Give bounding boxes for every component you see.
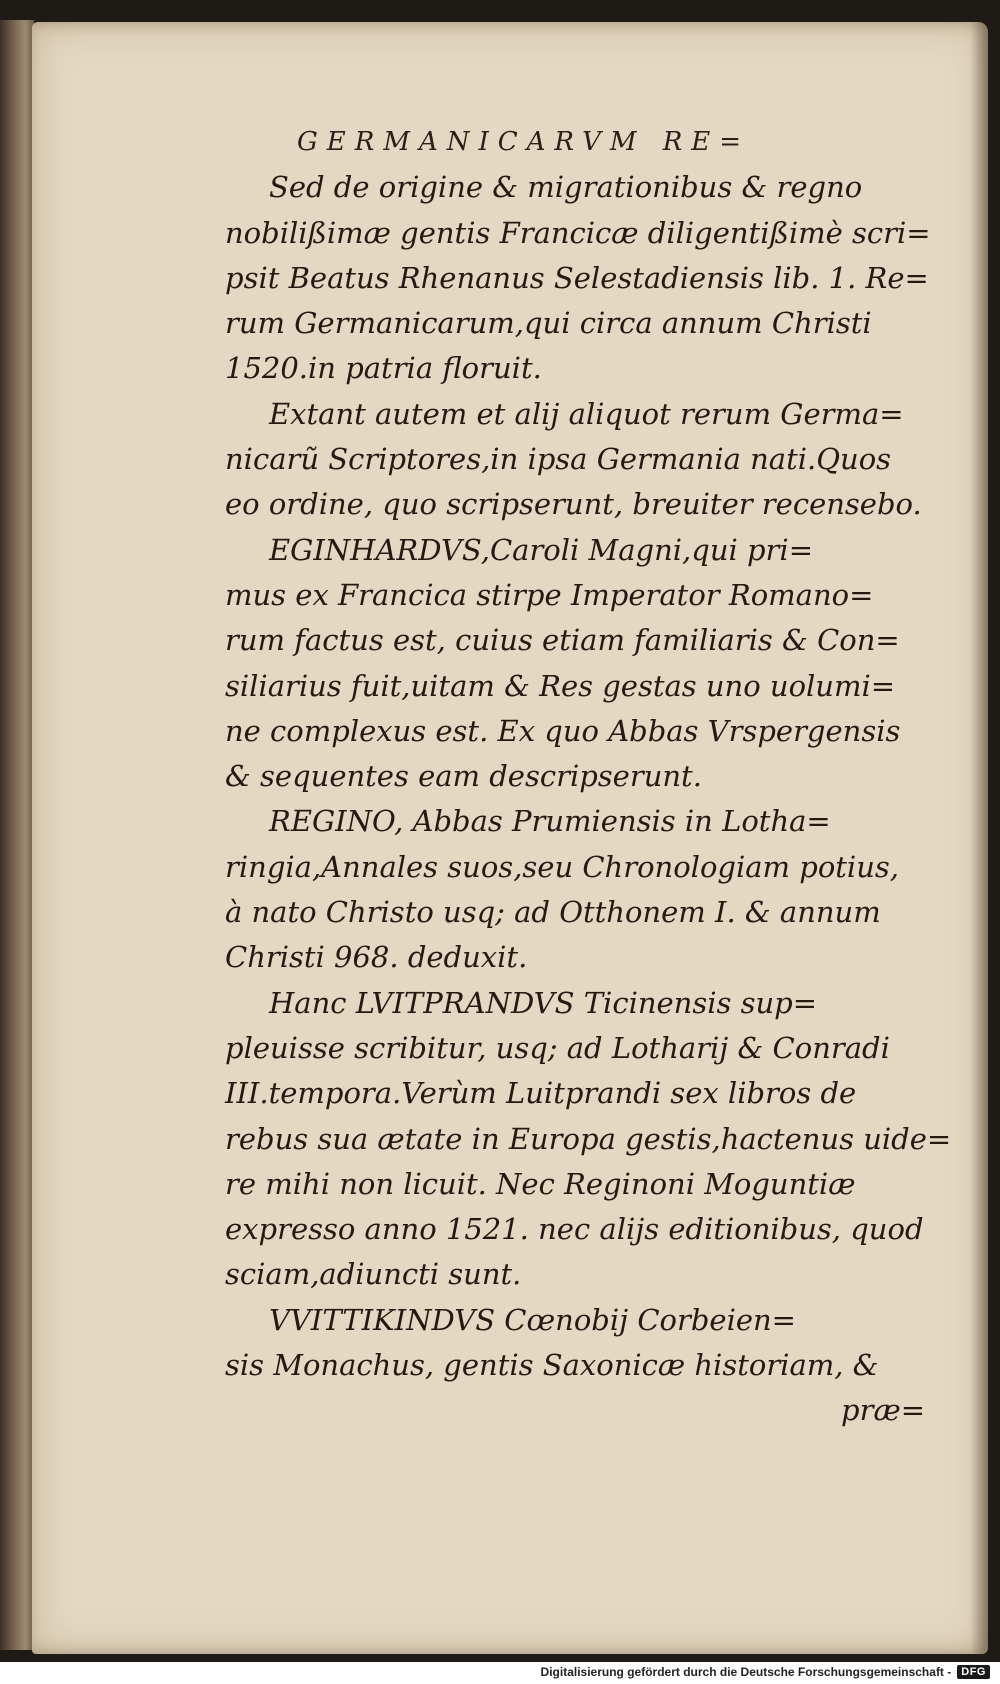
- text-line: rum factus est, cuius etiam familiaris & Con=: [225, 623, 900, 658]
- digitization-credit: [541, 1662, 990, 1682]
- text-line: Extant autem et alij aliquot rerum Germa=: [269, 396, 904, 431]
- text-line: EGINHARDVS,Caroli Magni,qui pri=: [269, 532, 813, 567]
- text-line: à nato Christo usq; ad Otthonem I. & annum: [225, 895, 881, 930]
- text-line: re mihi non licuit. Nec Reginoni Moguntiæ: [225, 1166, 856, 1201]
- text-line: ne complexus est. Ex quo Abbas Vrspergensis: [225, 713, 901, 748]
- text-line: III.tempora.Verùm Luitprandi sex libros de: [225, 1076, 857, 1111]
- page-text: [225, 120, 952, 1434]
- text-line: VVITTIKINDVS Cœnobij Corbeien=: [269, 1302, 796, 1337]
- text-line: sciam,adiuncti sunt.: [225, 1257, 522, 1292]
- dfg-logo: DFG: [957, 1665, 990, 1679]
- running-head: GERMANICARVM RE=: [297, 127, 751, 157]
- text-line: sis Monachus, gentis Saxonicæ historiam, &: [225, 1348, 879, 1383]
- text-line: nicarũ Scriptores,in ipsa Germania nati.Quos: [225, 442, 892, 477]
- text-line: mus ex Francica stirpe Imperator Romano=: [225, 577, 874, 612]
- book-spine: [0, 20, 34, 1650]
- text-line: REGINO, Abbas Prumiensis in Lotha=: [269, 804, 831, 839]
- text-line: eo ordine, quo scripserunt, breuiter recensebo.: [225, 487, 922, 522]
- catchword: præ=: [841, 1393, 925, 1428]
- credit-text: Digitalisierung gefördert durch die Deutsche Forschungsgemeinschaft -: [540, 1665, 952, 1679]
- text-line: nobilißimæ gentis Francicæ diligentißimè scri=: [225, 215, 931, 250]
- text-line: ringia,Annales suos,seu Chronologiam potius,: [225, 849, 899, 884]
- text-line: rum Germanicarum,qui circa annum Christi: [225, 306, 872, 341]
- text-line: Christi 968. deduxit.: [225, 940, 528, 975]
- text-line: & sequentes eam descripserunt.: [225, 759, 702, 794]
- page-edge-shadow: [970, 22, 988, 1654]
- text-line: expresso anno 1521. nec alijs editionibus, quod: [225, 1212, 924, 1247]
- text-line: Hanc LVITPRANDVS Ticinensis sup=: [269, 985, 818, 1020]
- text-line: siliarius fuit,uitam & Res gestas uno uolumi=: [225, 668, 896, 703]
- text-line: 1520.in patria floruit.: [225, 351, 542, 386]
- text-line: pleuisse scribitur, usq; ad Lotharij & Conradi: [225, 1030, 890, 1065]
- text-line: psit Beatus Rhenanus Selestadiensis lib. 1. Re=: [225, 260, 929, 295]
- text-line: Sed de origine & migrationibus & regno: [269, 170, 863, 205]
- text-line: rebus sua ætate in Europa gestis,hactenus uide=: [225, 1121, 952, 1156]
